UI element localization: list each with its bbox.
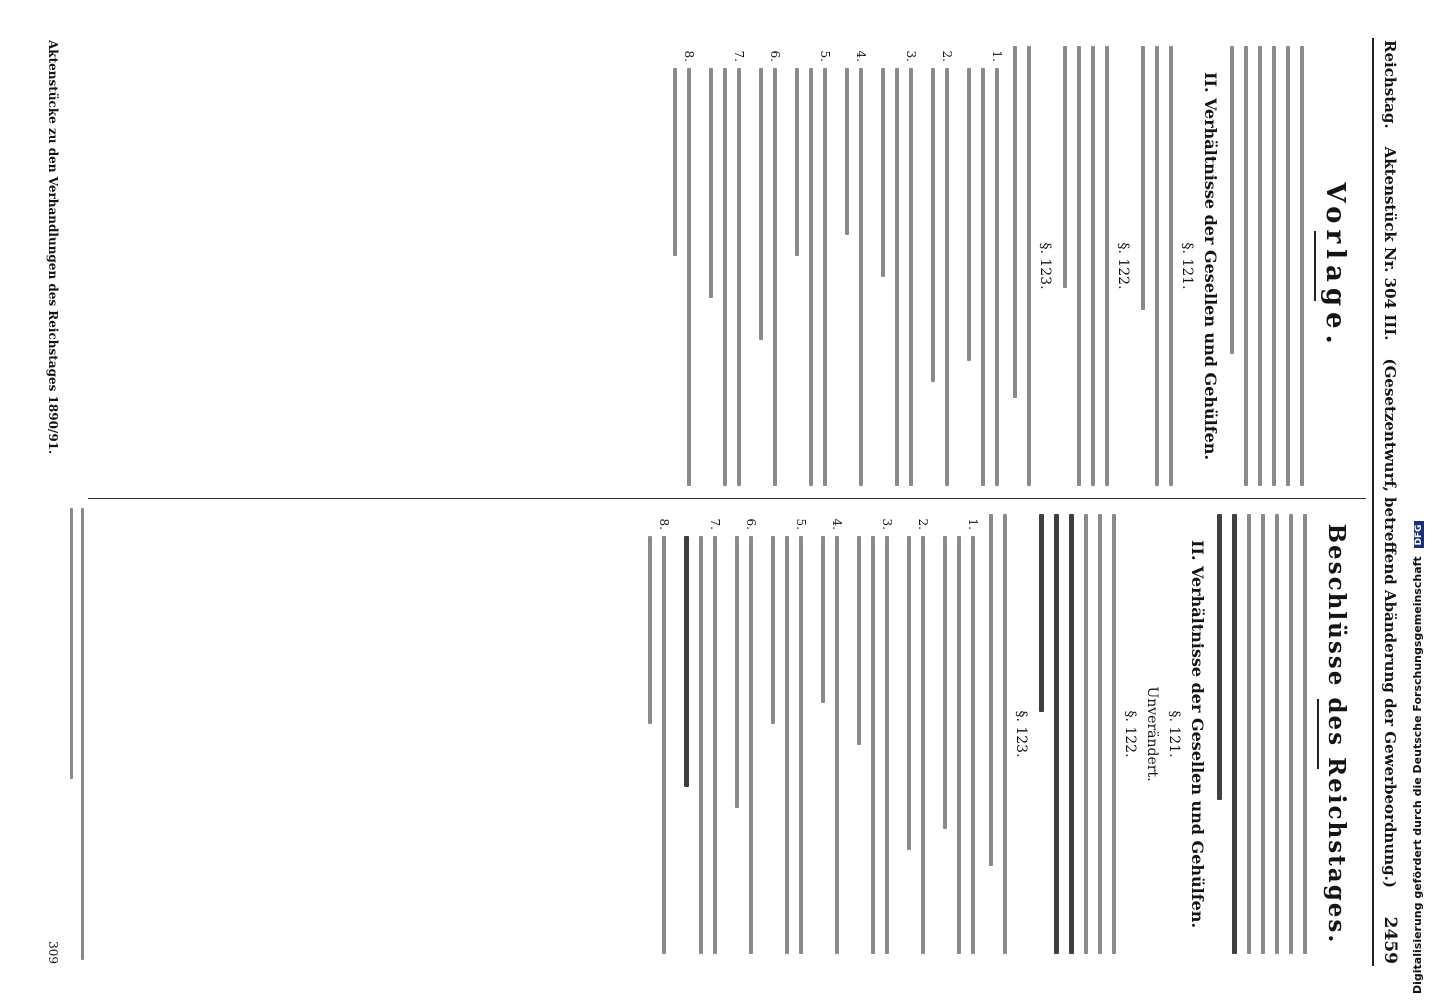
list-item: 8. [663, 46, 695, 486]
list-item: 8. [638, 514, 670, 954]
paragraph-text [1039, 514, 1116, 954]
list-item: 2. [897, 514, 929, 954]
column-title: Beschlüsse des Reichstages. [1323, 523, 1350, 945]
list-item: 3. [847, 514, 893, 954]
column-title: Vorlage. [1320, 182, 1350, 350]
title-rule [1317, 699, 1319, 769]
list-item: 2. [921, 46, 953, 486]
column-beschluesse [88, 508, 1366, 960]
column-vorlage [88, 40, 1366, 492]
footnote [62, 508, 84, 960]
numbered-list [663, 46, 1003, 486]
unchanged-note: Unverändert. [1144, 686, 1160, 782]
page-number: 2459 [1380, 916, 1400, 964]
header-right: (Gesetzentwurf, betreffend Abänderung der Gewerbeordnung.) [1381, 358, 1399, 888]
intro-paragraph [1230, 46, 1304, 486]
numbered-list [638, 514, 979, 954]
paragraph-label: §. 122. [1122, 710, 1138, 758]
paragraph-text [989, 514, 1007, 954]
list-item: 4. [811, 514, 843, 954]
dfg-logo: DFG [1414, 521, 1424, 548]
paragraph-label: §. 121. [1166, 710, 1182, 758]
running-header [1380, 40, 1400, 964]
paragraph-text [1063, 46, 1109, 486]
paragraph-label: §. 123. [1013, 710, 1029, 758]
page-footer-source: Aktenstücke zu den Verhandlungen des Reichstages 1890/91. [46, 40, 60, 455]
list-item: 3. [871, 46, 917, 486]
list-item: 1. [957, 46, 1003, 486]
paragraph-label: §. 122. [1115, 242, 1131, 290]
list-item: 7. [699, 46, 745, 486]
list-item: 5. [761, 514, 807, 954]
section-heading: II. Verhältnisse der Gesellen und Gehülfen. [1201, 71, 1220, 461]
page-footer-number: 309 [46, 941, 60, 964]
intro-paragraph [1217, 514, 1307, 954]
list-item: 6. [749, 46, 781, 486]
paragraph-text [1141, 46, 1173, 486]
list-item: 1. [933, 514, 979, 954]
title-rule [1314, 231, 1316, 301]
paragraph-text [1013, 46, 1031, 486]
list-item: 6. [725, 514, 757, 954]
header-rule [1372, 38, 1374, 966]
paragraph-label: §. 123. [1037, 242, 1053, 290]
section-heading: II. Verhältnisse der Gesellen und Gehülfen. [1188, 539, 1207, 929]
credit-text: Digitalisierung gefördert durch die Deutsche Forschungsgemeinschaft [1411, 556, 1424, 994]
paragraph-label: §. 121. [1179, 242, 1195, 290]
header-center: Aktenstück Nr. 304 III. [1381, 146, 1399, 341]
rotated-page-content [10, 0, 1410, 1000]
list-item: 5. [785, 46, 831, 486]
list-item: 4. [835, 46, 867, 486]
digitization-credit [1411, 521, 1424, 994]
header-left: Reichstag. [1381, 40, 1399, 129]
column-divider [88, 498, 1366, 499]
list-item: 7. [674, 514, 721, 954]
